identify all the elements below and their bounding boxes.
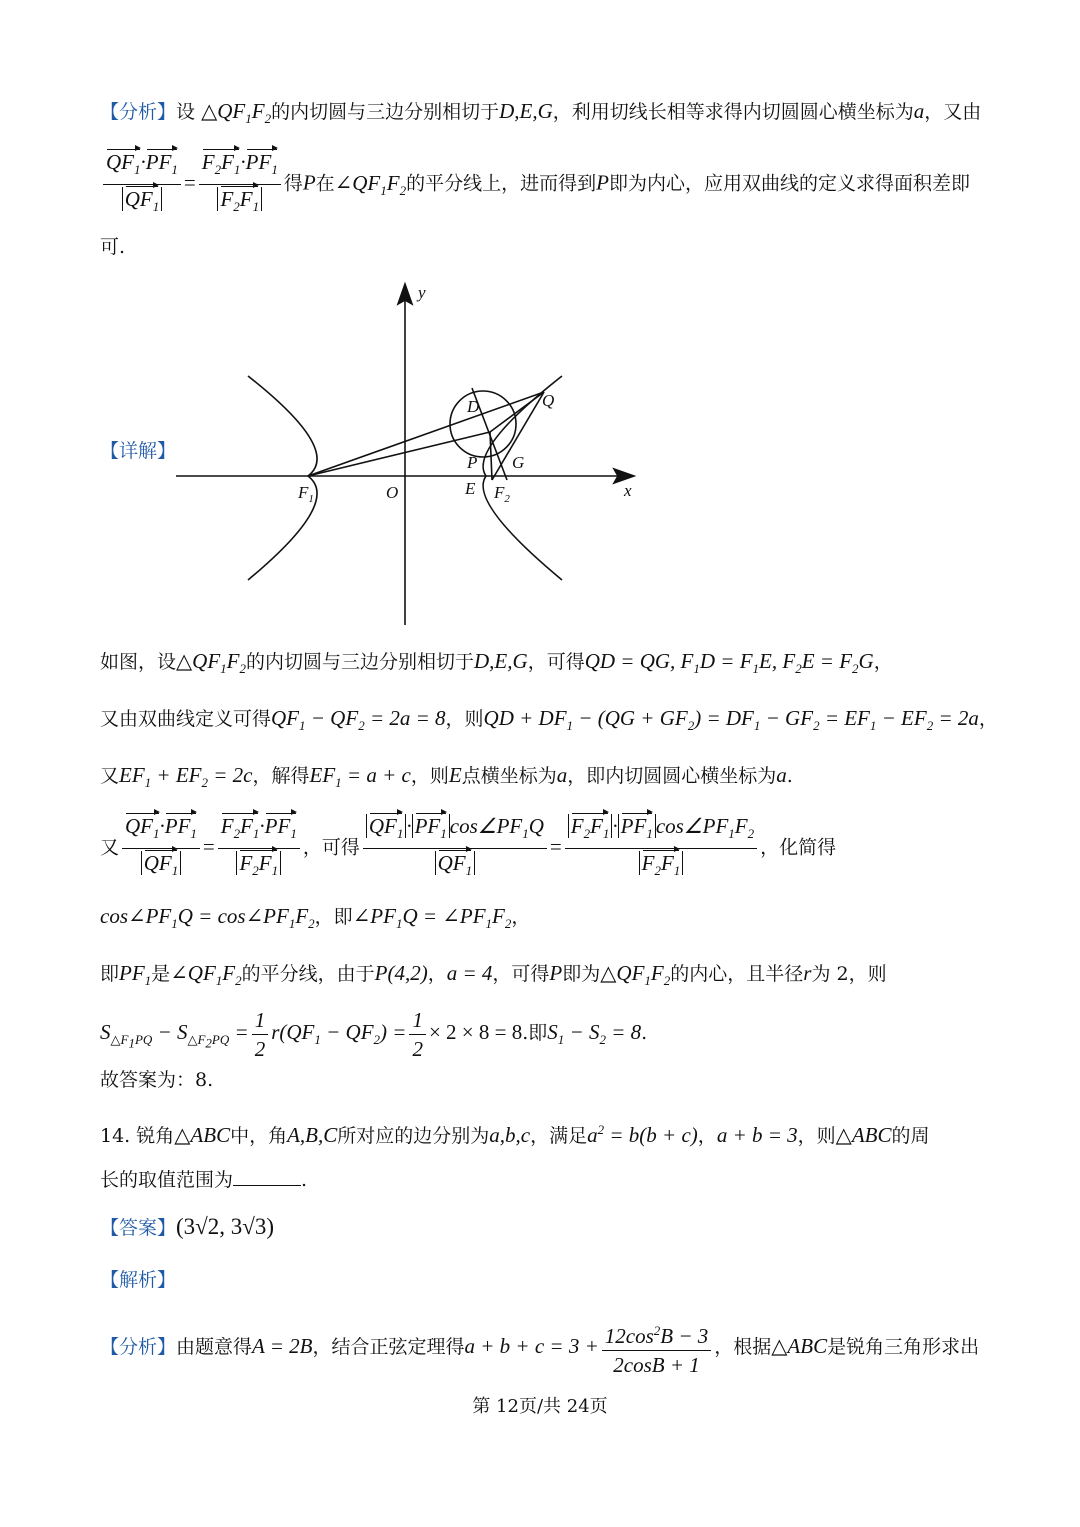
question-14-line-2: 长的取值范围为 . — [100, 1169, 308, 1191]
analysis-tag: 【分析】 — [100, 101, 177, 123]
label-E: E — [465, 479, 476, 498]
answer-blank — [233, 1185, 301, 1186]
label-D: D — [467, 397, 480, 416]
analysis2-line: 【分析】由题意得A = 2B，结合正弦定理得a + b + c = 3 + $\frac{12\cos^2B - 3}{2\cos B + 1}$ ，根据△ABC是锐角三角形求出 — [100, 1316, 984, 1379]
hyperbola-left-branch — [248, 376, 317, 580]
detail-line-6: 即$PF_1$是$\angle QF_1F_2$的平分线，由于P(4,2)，a = 4，可得P即为$\triangle QF_1F_2$的内心，且半径r为 2，则 — [100, 961, 887, 989]
label-F1: $F_1$ — [298, 483, 314, 505]
detail-line-2: 又由双曲线定义可得$QF_1 - QF_2 = 2a = 8$，则QD + $DF_1 - (QG + GF_2) = DF_1 - GF_2 = EF_1 - EF_2 = 2a$， — [100, 706, 998, 734]
solution-line: 【解析】 — [100, 1269, 177, 1291]
analysis-line-1: 【分析】设 $\triangle QF_1F_2$的内切圆与三边分别相切于D,E,G，利用切线长相等求得内切圆圆心横坐标为a，又由 — [100, 99, 982, 127]
label-x: x — [624, 481, 632, 500]
label-Q: Q — [542, 391, 555, 410]
detail-line-7: $S_{\triangle F_1PQ} - S_{\triangle F_2PQ}$ = $\frac{1}{2}$ $r(QF_1 - QF_2)$ = $\frac{1}{2}$ × 2 × 8 = 8.即$S_1 - S_2 = 8$. — [100, 1007, 648, 1061]
page-footer: 第 12页/共 24页 — [472, 1396, 608, 1417]
detail-line-1: 如图，设$\triangle QF_1F_2$的内切圆与三边分别相切于D,E,G，可得QD = QG, $F_1D = F_1E$, $F_2E = F_2G$， — [100, 649, 893, 677]
detail-tag: 【详解】 — [100, 440, 177, 462]
label-G: G — [512, 453, 525, 472]
detail-line-4: 又 $\frac{QF_1\cdot PF_1}{QF_1}$ = $\frac{F_2F_1\cdot PF_1}{F_2F_1}$ ，可得 $\frac{QF_1 \cdot PF_1 \cos\angle PF_1Q}{QF_1}$ = $\frac{F_2F_1 \cdot PF_1 \cos\angle PF_1F_2}{F_2F_1}$ ，化简得 — [100, 812, 984, 885]
answer-line: 【答案】(3√2, 3√3) — [100, 1214, 275, 1239]
fraction-left: $\frac{QF_1\cdot PF_1}{QF_1}$ — [103, 148, 181, 221]
label-P: P — [467, 453, 478, 472]
label-y: y — [418, 283, 426, 302]
question-14-line-1: 14. 锐角△ABC中，角A,B,C所对应的边分别为a,b,c，满足$a^2 = b(b + c)$，a + b = 3，则△ABC的周 — [100, 1122, 930, 1147]
analysis-line-3: 可. — [100, 236, 126, 258]
hyperbola-figure — [172, 280, 642, 630]
analysis-line-2: $\frac{QF_1\cdot PF_1}{QF_1}$ = $\frac{F_2F_1\cdot PF_1}{F_2F_1}$ 得P在$\angle QF_1F_2$的平分线上，进而得到P即为内心，应用双曲线的定义求得面积差即 — [100, 148, 984, 221]
label-O: O — [386, 483, 399, 502]
detail-line-8: 故答案为：8. — [100, 1069, 214, 1091]
label-F2: $F_2$ — [494, 483, 510, 505]
fraction-right: $\frac{F_2F_1\cdot PF_1}{F_2F_1}$ — [199, 148, 281, 221]
incircle — [450, 391, 516, 457]
detail-line-5: $\cos\angle PF_1Q$ = $\cos\angle PF_1F_2$，即$\angle PF_1Q$ = $\angle PF_1F_2$， — [100, 904, 531, 932]
detail-line-3: 又$EF_1 + EF_2 = 2c$，解得$EF_1 = a + c$，则E点横坐标为a，即内切圆圆心横坐标为a. — [100, 763, 793, 791]
answer-value: (3√2, 3√3) — [176, 1214, 275, 1239]
